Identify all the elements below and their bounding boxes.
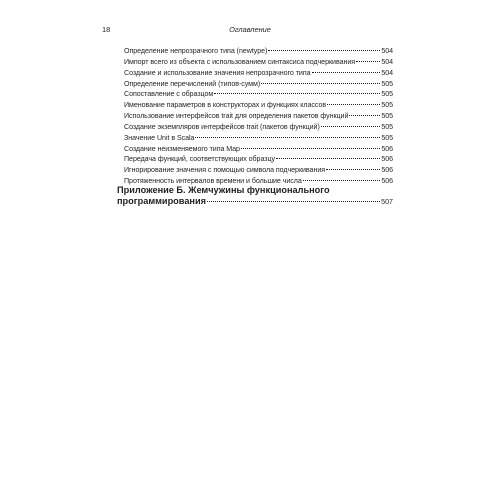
toc-entry-title: Передача функций, соответствующих образцу xyxy=(124,155,275,164)
appendix-title-line-1: Приложение Б. Жемчужины функционального xyxy=(117,185,330,195)
toc-entry-page: 506 xyxy=(381,144,393,153)
toc-entry-page: 505 xyxy=(381,90,393,99)
page-number: 18 xyxy=(102,25,111,34)
dot-leader xyxy=(349,114,380,116)
toc-entry-title: Сопоставление с образцом xyxy=(124,90,214,99)
toc-entry-title: Создание неизменяемого типа Map xyxy=(124,144,240,153)
toc-entry xyxy=(124,144,393,155)
toc-entry-title: Именование параметров в конструкторах и функциях классов xyxy=(124,101,327,110)
dot-leader xyxy=(276,157,380,159)
dot-leader xyxy=(214,92,380,94)
dot-leader xyxy=(326,168,380,170)
toc-entry-title: Протяженность интервалов времени и большие числа xyxy=(124,177,302,186)
toc-entry-title: Определение непрозрачного типа (newtype) xyxy=(124,47,268,55)
appendix-heading xyxy=(117,185,393,209)
toc-entry-page: 506 xyxy=(381,177,393,186)
toc-entry xyxy=(124,57,393,68)
toc-entry-title: Определение перечислений (типов-сумм) xyxy=(124,79,261,88)
toc-entry-page: 504 xyxy=(381,47,393,55)
toc-entry xyxy=(124,122,393,133)
toc-entry-page: 505 xyxy=(381,79,393,88)
dot-leader xyxy=(261,82,380,84)
dot-leader xyxy=(268,49,380,51)
toc-entry xyxy=(124,68,393,79)
toc-entry-page: 505 xyxy=(381,122,393,131)
toc-entry-page: 505 xyxy=(381,112,393,121)
toc-entry-page: 506 xyxy=(381,155,393,164)
toc-entry-title: Значение Unit в Scala xyxy=(124,133,195,142)
dot-leader xyxy=(356,60,380,62)
toc-entry-title: Создание экземпляров интерфейсов trait (пакетов функций) xyxy=(124,122,320,131)
toc-entry-page: 504 xyxy=(381,57,393,66)
toc-entry xyxy=(124,46,393,57)
toc-entry xyxy=(124,133,393,144)
toc-entry xyxy=(124,79,393,90)
toc-entry xyxy=(124,111,393,122)
appendix-title-line-2: программирования xyxy=(117,196,206,207)
dot-leader xyxy=(195,136,380,138)
toc-list xyxy=(124,46,393,187)
dot-leader xyxy=(312,71,381,73)
dot-leader xyxy=(207,200,380,202)
toc-entry-title: Использование интерфейсов trait для определения пакетов функций xyxy=(124,112,349,121)
dot-leader xyxy=(303,179,381,181)
toc-entry-page: 504 xyxy=(381,68,393,77)
toc-entry xyxy=(124,100,393,111)
toc-entry-title: Импорт всего из объекта с использованием синтаксиса подчеркивания xyxy=(124,57,356,66)
toc-entry xyxy=(124,154,393,165)
toc-entry-title: Создание и использование значения непрозрачного типа xyxy=(124,68,311,77)
toc-entry-page: 505 xyxy=(381,133,393,142)
toc-entry xyxy=(124,89,393,100)
toc-entry-page: 506 xyxy=(381,166,393,175)
toc-entry xyxy=(124,165,393,176)
running-head xyxy=(102,25,398,37)
dot-leader xyxy=(327,103,380,105)
dot-leader xyxy=(241,147,380,149)
running-title: Оглавление xyxy=(229,25,271,34)
appendix-title-row xyxy=(117,196,393,208)
appendix-page: 507 xyxy=(381,198,393,207)
toc-entry-title: Игнорирование значения с помощью символа подчеркивания xyxy=(124,166,326,175)
dot-leader xyxy=(321,125,381,127)
toc-entry-page: 505 xyxy=(381,101,393,110)
